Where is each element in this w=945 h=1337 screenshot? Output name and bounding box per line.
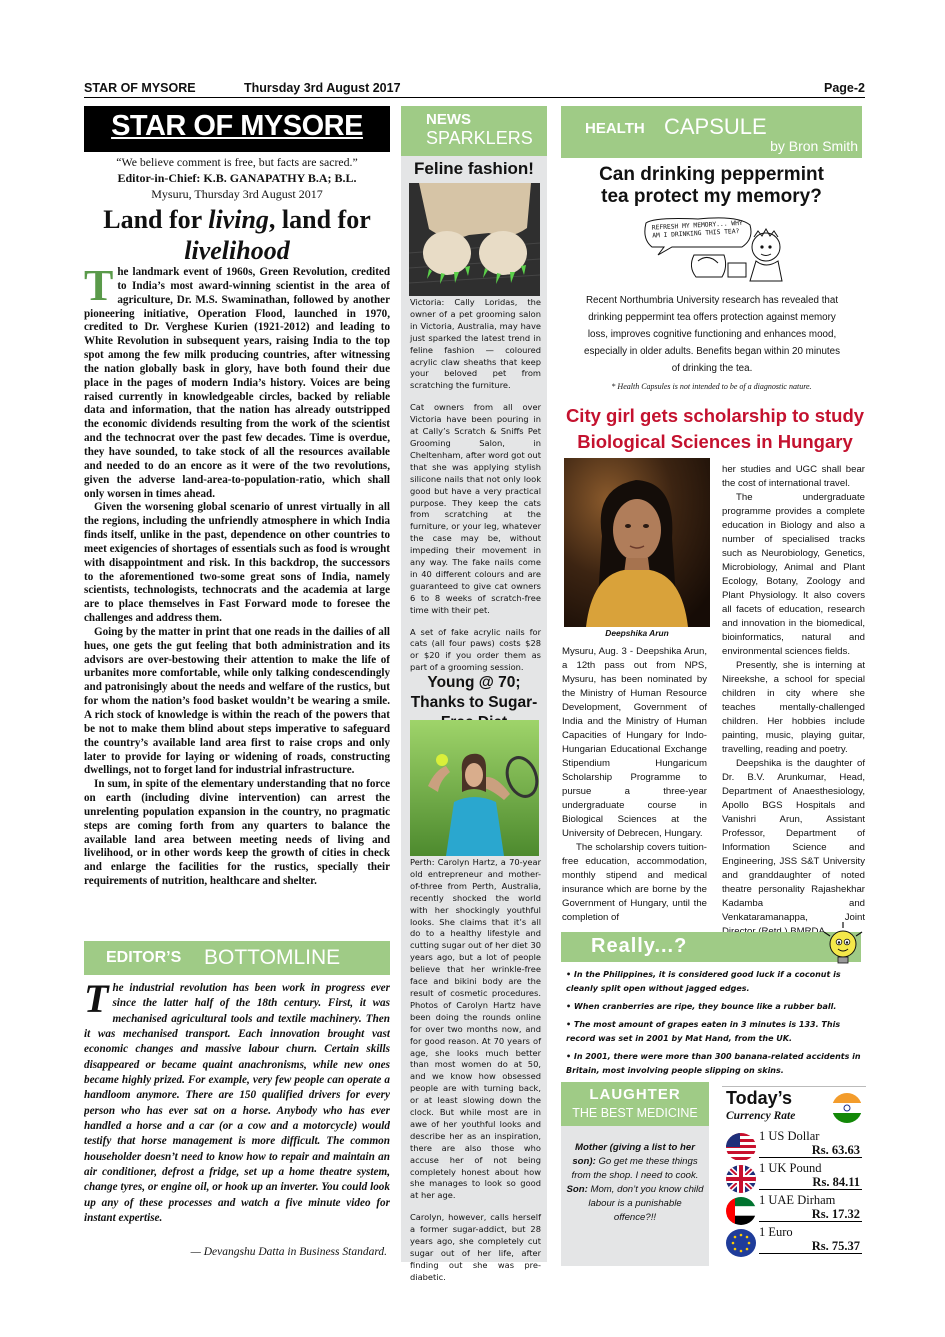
news-story1-paragraph: Victoria: Cally Loridas, the owner of a pet grooming salon in Victoria, Australia, may have just sparked the latest trend in feline fashion — coloured acrylic claw sheaths that keep your beloved pet from scratching the furniture.	[410, 297, 541, 391]
editorial-title-part3: , land for	[268, 205, 371, 234]
rates-title: Today’s	[726, 1088, 793, 1108]
health-title	[561, 164, 862, 208]
rates-header	[722, 1086, 866, 1128]
health-label-1: HEALTH	[585, 120, 645, 137]
editorial-title	[84, 204, 390, 266]
news-story2-paragraph: Perth: Carolyn Hartz, a 70-year old entrepreneur and mother-of-three from Perth, Australia, recently shocked the world with her shockingly youthful looks. She claims that it’s all do to a healthy lifestyle and cutting sugar out of her diet 30 years ago, but a lot of people believe that her wrinkle-free face and bikini body are the result of cosmetic procedures. Photos of Carolyn Hartz have been doing the rounds online for over two months now, and for good reason. At 70 years of age, she looks much better than most women do at 50, and we know how obsessed people are with turning back, or at least slowing down the clock. But while most are in awe of her youthful looks and describe her as an inspiration, there are also those who accuse her of not being completely honest about how she manages to look so good at her age.	[410, 857, 541, 1201]
rate-line	[759, 1157, 862, 1158]
page-number: Page-2	[824, 81, 865, 95]
health-title-line1: Can drinking peppermint	[599, 164, 824, 185]
health-cartoon	[638, 217, 788, 282]
bottomline-band	[84, 941, 390, 975]
editorial-body	[84, 266, 390, 938]
laughter-a-text: Mom, don’t you know child labour is a punishable offence?!!	[587, 1184, 704, 1223]
news-story1-title: Feline fashion!	[414, 159, 534, 178]
really-fact: • In the Philippines, it is considered good luck if a coconut is cleanly split open without jagged edges.	[566, 970, 841, 993]
laughter-a-speaker: Son:	[566, 1184, 588, 1195]
news-story1-paragraph: A set of fake acrylic nails for cats (all four paws) costs $28 or $20 if you order them as part of a grooming session.	[410, 626, 541, 673]
scholarship-paragraph: Mysuru, Aug. 3 - Deepshika Arun, a 12th pass out from NPS, Mysuru, has been nominated by the Ministry of Human Resource Development, Government of India and the Ministry of Human Capacities of Hungary for Indo-Hungarian Educational Exchange Stipendium Hungaricum Scholarship Programme to pursue a three-year undergraduate course in Biological Sciences at the University of Debrecen, Hungary.	[562, 646, 707, 839]
rate-line	[759, 1189, 862, 1190]
health-body: Recent Northumbria University research has revealed that drinking peppermint tea offers protection against memory loss, improves cognitive functioning and enhances mood, especially in older adults. Benefits began within 20 minutes of drinking the tea.	[584, 295, 840, 374]
really-fact: • In 2001, there were more than 300 banana-related accidents in Britain, most involving people slipping on skins.	[566, 1052, 861, 1075]
rate-value: Rs. 84.11	[812, 1175, 860, 1189]
rate-line	[759, 1253, 862, 1254]
rate-label: 1 US Dollar	[759, 1129, 820, 1143]
editorial-paragraph: In sum, in spite of the elementary understanding that no force on earth (including divine intervention) can arrest the unrelenting population expansion in the country, no pragmatic steps are coming forth from any quarters to balance the available land area between meeting needs of living and livelihood, or in other words keep the growth of cities in check and enlarge the facilities for the rustics, specially their requirements of nutrition, healthcare and shelter.	[84, 778, 390, 888]
rates-subtitle: Currency Rate	[726, 1110, 796, 1122]
news-story2-body	[410, 857, 541, 1294]
news-band	[401, 106, 547, 156]
scholarship-title-line2: Biological Sciences in Hungary	[577, 431, 853, 452]
really-fact: • The most amount of grapes eaten in 3 minutes is 133. This record was set in 2001 by Mat Hand, from the UK.	[566, 1020, 841, 1043]
really-facts	[566, 968, 866, 1082]
news-story2-paragraph: Carolyn, however, calls herself a former sugar-addict, but 28 years ago, she completely cut sugar out of her life, after finding out she was pre-diabetic.	[410, 1212, 541, 1282]
deepshika-caption: Deepshika Arun	[605, 628, 669, 638]
laughter-q-speaker: Mother (giving a list to her son):	[572, 1142, 695, 1167]
editorial-paragraph: Going by the matter in print that one reads in the dailies of all hues, one gets the gut feeling that both administration and its advisors are over-bestowing their attention to make the life of urbanites more comfortable, while only talking condescendingly and patronisingly about the needs and welfare of the rustics, but for whom the nation’s food basket wouldn’t be wearing a smile. A rich stock of knowledge is within the reach of the powers that be not to make them blind about steps imperative to safeguard the country’s available land area first to raise crops and only later to provide for laying or widening of roads, constructing dwellings, not to forget land for industrial infrastructure.	[84, 625, 390, 777]
laughter-label-1: LAUGHTER	[589, 1086, 681, 1103]
health-byline: by Bron Smith	[770, 138, 858, 154]
masthead-dateline: Mysuru, Thursday 3rd August 2017	[151, 187, 323, 201]
editorial-dropcap: T	[84, 266, 114, 310]
bottomline-body	[84, 981, 390, 1249]
running-header-date: Thursday 3rd August 2017	[244, 81, 401, 95]
news-story2-title: Young @ 70; Thanks to Sugar-	[410, 674, 538, 711]
rate-row-aed	[726, 1193, 862, 1225]
bottomline-dropcap: T	[84, 981, 109, 1021]
rate-row-usd	[726, 1129, 862, 1161]
scholarship-title-line1: City girl gets scholarship to study	[565, 405, 865, 426]
masthead-logo-text: STAR OF MYSORE	[111, 110, 363, 142]
uk-flag-icon	[726, 1165, 756, 1193]
laughter-label-2: THE BEST MEDICINE	[572, 1106, 698, 1120]
news-label-1: NEWS	[426, 111, 471, 128]
editorial-paragraph: he landmark event of 1960s, Green Revolution, credited to India’s most award-winning scientist in the area of agriculture, Dr. M.S. Swaminathan, followed by another pioneering initiative, Operation Flood, launched in 1970, credited to Dr. Verghese Kurien (1921-2012) and leading to White Revolution in subsequent years, raising India to the top spot among the few milk producing countries, after witnessing the nation globally bask in glory, have both found their due place in the pages of modern India’s history. Voices are being raised currently in knowledgeable circles, backed by reliable data and information, that the nation has already outstripped the economic dividends resulting from the work of the scientist and the technocrat over the past few decades. Time is overdue, they have sounded, to take stock of all the resources available and needed to do an encore as it were of the two revolutions, given the adverse land-area-to-population-ratio, which shall only worsen in times ahead.	[84, 266, 390, 500]
masthead-editor: Editor-in-Chief: K.B. GANAPATHY B.A; B.L.	[117, 171, 357, 185]
rate-value: Rs. 63.63	[811, 1143, 860, 1157]
bottomline-text: he industrial revolution has been work in progress ever since the latter half of the 18th century. First, it was mechanised agricultural tools and textile machinery. Then it was mechanised transport. Each innovation brought vast economic changes and massive labour churn. Certain skills disappeared or became quaint anachronisms, while new ones became highly prized. For example, very few people can operate a handloom anymore. There are 150 qualified drivers for every person who has ever sat on a horse. Anybody who has ever handled a horse and a car (or a cow and a motorcycle) would testify that horse management is more difficult. The common householder doesn’t need to know how to repair and maintain an air conditioner, defrost a fridge, set up a home theatre system, change tyres, or engine oil, or hook up an inverter. You could look up any of these processes and watch a five minute video for instant expertise.	[84, 982, 390, 1225]
eu-flag-icon	[726, 1229, 756, 1257]
rate-value: Rs. 17.32	[811, 1207, 860, 1221]
health-note: * Health Capsules is not intended to be of a diagnostic nature.	[611, 382, 812, 391]
india-flag-icon	[832, 1093, 862, 1123]
scholarship-paragraph: Deepshika is the daughter of Dr. B.V. Arunkumar, Head, Department of Anaesthesiology, Apollo BGS Hospitals and Vanishri Arun, Assistant Professor, Department of Information Science and Engineering, JSS S&T University and granddaughter of noted theatre personality Rajashekhar Kadamba and Venkataramanappa, Joint	[722, 758, 865, 923]
really-fact: • When cranberries are ripe, they bounce like a rubber ball.	[566, 1002, 837, 1011]
tennis-woman-photo	[410, 720, 539, 856]
scholarship-paragraph: her studies and UGC shall bear the cost of international travel.	[722, 464, 865, 489]
cat-paws-photo	[409, 183, 540, 296]
scholarship-paragraph: Presently, she is interning at Nireekshe, a school for special children in city where she teaches mentally-challenged children. Her hobbies include painting, music, playing guitar, travelling, reading and poetry.	[722, 660, 865, 755]
rate-label: 1 Euro	[759, 1225, 793, 1239]
rate-row-gbp	[726, 1161, 862, 1193]
laughter-band	[561, 1082, 709, 1126]
uae-flag-icon	[726, 1197, 756, 1225]
scholarship-title	[561, 403, 869, 455]
health-cartoon-bubble: REFRESH MY MEMORY... WHY AM I DRINKING THIS TEA?	[651, 219, 743, 240]
running-header-paper: STAR OF MYSORE	[84, 81, 196, 95]
news-story1-body	[410, 297, 541, 684]
news-story1-paragraph: Cat owners from all over Victoria have been pouring in at Cally’s Scratch & Sniffs Pet Grooming Salon, in Cheltenham, after word got out that she was applying stylish silicone nails that not only look good but have a very practical purpose. They keep the cats from scratching at the furniture, or your leg, whatever the case may be, without impeding their movement in any way. The fake nails come in 40 different colours and are guaranteed to give cat owners 6 to 8 weeks of scratch-free time with their pet.	[410, 402, 541, 615]
really-label: Really...?	[591, 935, 688, 957]
rate-row-eur	[726, 1225, 862, 1257]
laughter-q-text: Go get me these things from the shop. I need to cook.	[571, 1156, 699, 1181]
news-label-2: SPARKLERS	[426, 128, 533, 148]
bottomline-label-2: BOTTOMLINE	[204, 946, 341, 969]
scholarship-paragraph: The undergraduate programme provides a complete education in Biology and also a number of specialised tracks such as Neurobiology, Genetics, Microbiology, Animal and Plant Ecology, Botany, Zoology and Plant Physiology. It also covers all facets of education, research and innovation in the biomedical, bioinformatics, natural and environmental sciences fields.	[722, 492, 865, 657]
lightbulb-icon	[818, 920, 868, 968]
editorial-paragraph: Given the worsening global scenario of unrest virtually in all the regions, including the unfriendly atmosphere in which India finds itself, unlike in the past, dependence on other countries to meet exigencies of shortages of essentials such as food is wrought with disappointment and risk. In this backdrop, the successors to the aforementioned two-some great sons of India, namely scientists, technologists, technocrats and the academia at large are to place themselves in Fast Forward mode to foresee the challenges and address them.	[84, 501, 390, 625]
health-title-line2: tea protect my memory?	[601, 186, 822, 207]
rate-label: 1 UK Pound	[759, 1161, 822, 1175]
bottomline-source: — Devangshu Datta in Business Standard.	[190, 1246, 387, 1258]
scholarship-paragraph: The scholarship covers tuition-free education, accommodation, monthly stipend and medical insurance which are borne by the Government of Hungary, until the completion of	[562, 842, 707, 923]
really-band	[561, 932, 861, 962]
masthead-motto: “We believe comment is free, but facts are sacred.”	[116, 155, 358, 169]
rate-label: 1 UAE Dirham	[759, 1193, 836, 1207]
rate-value: Rs. 75.37	[811, 1239, 860, 1253]
header-rule	[84, 97, 865, 98]
health-label-2: CAPSULE	[664, 114, 767, 139]
us-flag-icon	[726, 1133, 756, 1161]
rate-line	[759, 1221, 862, 1222]
bottomline-label-1: EDITOR’S	[106, 949, 182, 966]
deepshika-photo	[564, 458, 710, 627]
laughter-joke	[566, 1141, 704, 1225]
health-band	[561, 106, 862, 158]
scholarship-left-body	[562, 645, 707, 925]
scholarship-right-body	[722, 463, 865, 939]
editorial-title-part1: Land for	[103, 205, 209, 234]
masthead-logo	[84, 106, 390, 152]
editorial-title-part4: livelihood	[184, 236, 290, 265]
editorial-title-part2: living	[208, 205, 269, 234]
